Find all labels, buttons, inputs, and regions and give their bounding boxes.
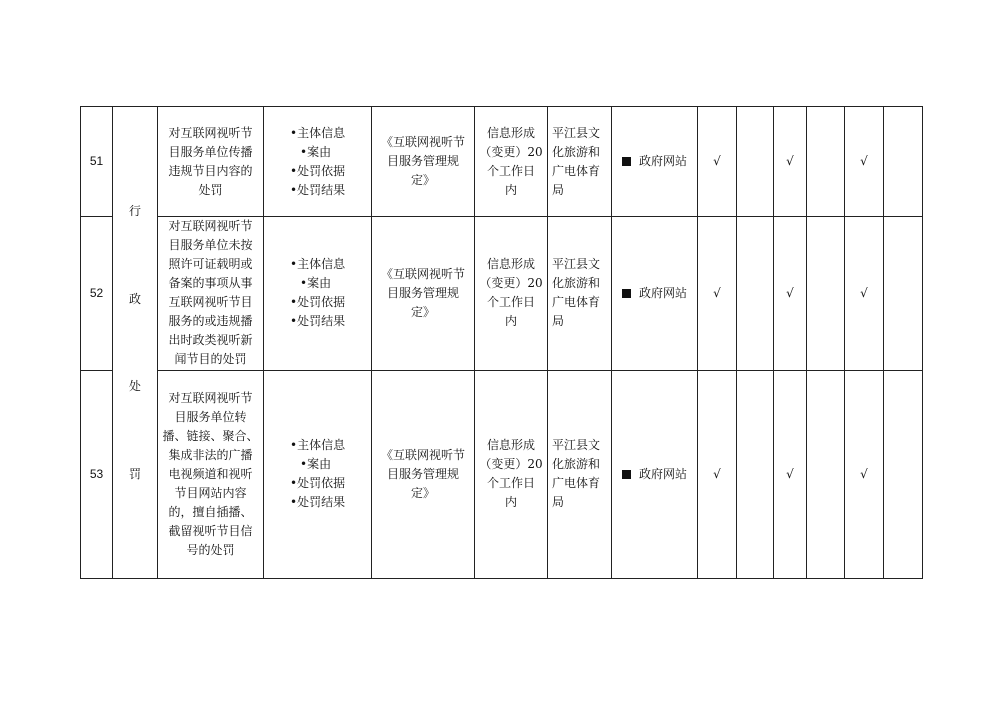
- table-body: [81, 107, 923, 579]
- channel-cell: [612, 217, 698, 370]
- time-limit-cell: [475, 217, 548, 370]
- item-text-line: 对互联网视听节: [168, 390, 253, 405]
- row-number: [81, 217, 113, 370]
- category-char: 处: [128, 379, 141, 394]
- agency-cell: [548, 217, 612, 370]
- item-text-line: 照许可证载明或: [168, 257, 253, 272]
- content-bullet: •案由: [300, 144, 332, 159]
- item-text-line: 电视频道和视听: [168, 466, 253, 481]
- item-text-line: 对互联网视听节: [168, 219, 253, 234]
- check-cell: [807, 217, 845, 370]
- content-bullet: •主体信息: [290, 438, 346, 453]
- agency-cell: [548, 107, 612, 217]
- content-bullet: •处罚依据: [290, 476, 346, 491]
- checkmark-icon: √: [860, 154, 868, 169]
- item-text-line: 处罚: [198, 182, 223, 197]
- row-number: [81, 107, 113, 217]
- basis-text-line: 《互联网视听节: [380, 135, 465, 150]
- agency-text-line: 平江县文: [552, 257, 601, 272]
- item-text-line: 违规节目内容的: [168, 163, 253, 178]
- check-cell: [884, 370, 923, 578]
- check-cell: [845, 370, 884, 578]
- check-cell: [698, 370, 737, 578]
- basis-cell: [372, 217, 475, 370]
- content-bullet: •处罚依据: [290, 163, 346, 178]
- channel-text: 政府网站: [639, 154, 688, 169]
- content-bullet: •处罚结果: [290, 495, 346, 510]
- check-cell: [737, 217, 774, 370]
- basis-text-line: 定》: [410, 485, 435, 500]
- agency-text-line: 化旅游和: [552, 457, 601, 472]
- checkmark-icon: √: [860, 466, 868, 481]
- channel-text: 政府网站: [639, 285, 688, 300]
- time-limit-line: 内: [504, 495, 517, 510]
- content-bullet: •主体信息: [290, 125, 346, 140]
- category-char: 政: [128, 291, 141, 306]
- row-number-text: 51: [89, 154, 104, 169]
- time-limit-line: 个工作日: [486, 295, 535, 310]
- check-cell: [807, 370, 845, 578]
- time-limit-line: 内: [504, 182, 517, 197]
- check-cell: [774, 107, 807, 217]
- item-text-line: 目服务单位转: [174, 409, 247, 424]
- time-limit-line: 个工作日: [486, 476, 535, 491]
- agency-text-line: 广电体育: [552, 295, 601, 310]
- check-cell: [807, 107, 845, 217]
- basis-text-line: 《互联网视听节: [380, 266, 465, 281]
- category-text: [117, 107, 153, 578]
- row-number-text: 53: [89, 466, 104, 481]
- check-cell: [845, 107, 884, 217]
- filled-square-icon: [622, 157, 631, 166]
- agency-text-line: 化旅游和: [552, 276, 601, 291]
- agency-cell: [548, 370, 612, 578]
- item-text-line: 集成非法的广播: [168, 447, 253, 462]
- checkmark-icon: √: [713, 154, 721, 169]
- item-cell: [158, 107, 264, 217]
- content-bullet: •主体信息: [290, 257, 346, 272]
- category-cell: [113, 107, 158, 579]
- basis-text-line: 定》: [410, 173, 435, 188]
- content-bullet: •处罚依据: [290, 295, 346, 310]
- check-cell: [737, 370, 774, 578]
- time-limit-line: （变更）20: [479, 144, 543, 159]
- channel-cell: [612, 370, 698, 578]
- row-number-text: 52: [89, 285, 104, 300]
- check-cell: [774, 370, 807, 578]
- agency-text-line: 化旅游和: [552, 144, 601, 159]
- time-limit-cell: [475, 370, 548, 578]
- basis-text-line: 目服务管理规: [386, 285, 459, 300]
- category-char: 罚: [128, 467, 141, 482]
- time-limit-line: 内: [504, 314, 517, 329]
- checkmark-icon: √: [713, 466, 721, 481]
- item-text-line: 互联网视听节目: [168, 295, 253, 310]
- content-cell: [264, 107, 372, 217]
- time-limit-cell: [475, 107, 548, 217]
- item-text-line: 出时政类视听新: [168, 333, 253, 348]
- agency-text-line: 平江县文: [552, 125, 601, 140]
- table-row: [81, 370, 923, 578]
- disclosure-table: [80, 106, 923, 579]
- content-bullet: •案由: [300, 276, 332, 291]
- check-cell: [774, 217, 807, 370]
- filled-square-icon: [622, 470, 631, 479]
- item-text-line: 的，擅自插播、: [168, 504, 253, 519]
- channel-cell: [612, 107, 698, 217]
- item-text-line: 闻节目的处罚: [174, 352, 247, 367]
- basis-text-line: 目服务管理规: [386, 466, 459, 481]
- category-char: 行: [128, 203, 141, 218]
- content-bullet: •处罚结果: [290, 314, 346, 329]
- item-text-line: 目服务单位传播: [168, 144, 253, 159]
- check-cell: [884, 107, 923, 217]
- time-limit-line: 信息形成: [486, 125, 535, 140]
- check-cell: [698, 217, 737, 370]
- row-number: [81, 370, 113, 578]
- agency-text-line: 局: [552, 314, 565, 329]
- item-text-line: 服务的或违规播: [168, 314, 253, 329]
- checkmark-icon: √: [713, 285, 721, 300]
- content-cell: [264, 217, 372, 370]
- basis-cell: [372, 370, 475, 578]
- basis-cell: [372, 107, 475, 217]
- checkmark-icon: √: [860, 285, 868, 300]
- basis-text-line: 目服务管理规: [386, 154, 459, 169]
- agency-text-line: 局: [552, 495, 565, 510]
- item-text-line: 截留视听节目信: [168, 523, 253, 538]
- item-text-line: 号的处罚: [186, 542, 235, 557]
- time-limit-line: （变更）20: [479, 457, 543, 472]
- item-text-line: 对互联网视听节: [168, 125, 253, 140]
- check-cell: [737, 107, 774, 217]
- check-cell: [698, 107, 737, 217]
- content-cell: [264, 370, 372, 578]
- checkmark-icon: √: [786, 154, 794, 169]
- content-bullet: •处罚结果: [290, 182, 346, 197]
- basis-text-line: 《互联网视听节: [380, 447, 465, 462]
- agency-text-line: 广电体育: [552, 476, 601, 491]
- check-cell: [884, 217, 923, 370]
- agency-text-line: 局: [552, 182, 565, 197]
- agency-text-line: 平江县文: [552, 438, 601, 453]
- table-row: [81, 107, 923, 217]
- check-cell: [845, 217, 884, 370]
- item-text-line: 备案的事项从事: [168, 276, 253, 291]
- table-row: [81, 217, 923, 370]
- filled-square-icon: [622, 289, 631, 298]
- time-limit-line: 信息形成: [486, 438, 535, 453]
- checkmark-icon: √: [786, 466, 794, 481]
- time-limit-line: 个工作日: [486, 163, 535, 178]
- checkmark-icon: √: [786, 285, 794, 300]
- item-text-line: 节目网站内容: [174, 485, 247, 500]
- item-cell: [158, 217, 264, 370]
- time-limit-line: 信息形成: [486, 257, 535, 272]
- item-text-line: 播、链接、聚合、: [162, 428, 259, 443]
- item-cell: [158, 370, 264, 578]
- basis-text-line: 定》: [410, 304, 435, 319]
- channel-text: 政府网站: [639, 466, 688, 481]
- item-text-line: 目服务单位未按: [168, 238, 253, 253]
- content-bullet: •案由: [300, 457, 332, 472]
- time-limit-line: （变更）20: [479, 276, 543, 291]
- agency-text-line: 广电体育: [552, 163, 601, 178]
